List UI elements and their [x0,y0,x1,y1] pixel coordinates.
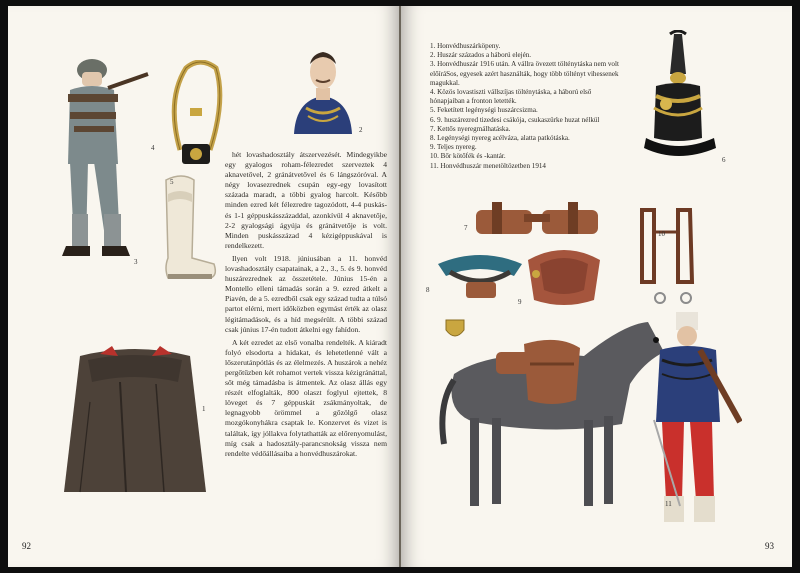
figure-number-3: 3 [134,258,138,266]
page-number-left: 92 [22,541,31,551]
figure-number-2: 2 [359,126,363,134]
legend-item: 7. Kettős nyeregmálhatáska. [430,124,511,133]
figure-number-4: 4 [151,144,155,152]
figure-number-8: 8 [426,286,430,294]
figure-number-7: 7 [464,224,468,232]
body-paragraph: hét lovashadosztály átszervezését. Mindegyikbe egy gyalogos roham-félezredet szerveztek 4 aknavetővel, 2 gránátvetővel és 6 lángszóróval. A négy lovasezrednek csupán egy-egy lovasított százada maradt, a többi gyalog harcolt. Később minden ezred két félezredre tagozódott, 4-4 puskás- és 1-1 géppuskásszázaddal, azonkívül 4 aknavetője, 2-2 gyalogsági ágyúja és gránátvetője is volt. Minden puskásszázad 4 kézigéppuskával is rendelkezett. [225,150,387,250]
legend-item: 8. Legénységi nyereg acélváza, alatta patkótáska. [430,134,570,143]
legend-item: 3. Honvédhuszár 1916 után. A vállra övezett tölténytáska nem volt előíráSos, egyesek azért használták, hogy több töltényt vihessenek magukkal. [430,60,619,87]
legend-item: 5. Feketített legénységi huszárcsizma. [430,106,538,115]
figure-number-1: 1 [202,405,206,413]
right-page [400,6,792,567]
illustration-bridle [634,202,714,312]
book-spread [8,6,792,567]
figure-number-5: 5 [170,178,174,186]
book-gutter [399,6,401,567]
illustration-full-saddle [522,240,606,310]
legend-item: 11. Honvédhuszár menetöltözetben 1914 [430,161,546,170]
legend-item: 6. 9. huszárezred tizedesi csákója, csukaszürke huzat nélkül [430,115,600,124]
illustration-hussar-boot [158,172,220,284]
illustration-hussar-captain-portrait [288,42,358,134]
illustration-saddle-bags [472,196,602,240]
illustration-cartridge-pouch [160,60,230,170]
illustration-hussar-greatcoat [60,342,210,498]
illustration-saddle-frame [430,242,530,302]
figure-number-10: 10 [658,230,665,238]
figure-legend [430,42,620,171]
page-number-right: 93 [765,541,774,551]
legend-item: 2. Huszár százados a háború elején. [430,51,532,60]
illustration-hussar-1916-soldier [48,54,156,280]
left-page [8,6,400,567]
body-paragraph: A két ezredet az első vonalba rendelték. A kiáradt folyó elsodorta a hidakat, és lehetetlenné vált a lőszerutánpótlás és az élelmezés. A huszárok a nehéz pergőtűzben két rohamot vertek vissza kézigránáttal, sőt még támadásba is átmentek. Az olasz állás egy részét elfoglalták, 800 olaszt foglyul ejtettek, 8 löveget és 7 géppuskát zsákmányoltak, de legnagyobb örömmel a gőzölgő olasz mozgókonyhákra csaptak le. Konzervet és vizet is találtak, így jóllakva folytathatták az előrenyomulást, míg csak a hadosztály-parancsnokság vissza nem rendelte védőállásaiba a honvédhuszárokat. [225,337,387,458]
body-text-column [225,150,387,459]
legend-item: 9. Teljes nyereg. [430,143,477,152]
figure-number-6: 6 [722,156,726,164]
illustration-hussar-1914 [632,310,742,532]
legend-item: 10. Bőr kötőfék és -kantár. [430,152,506,161]
body-paragraph: Ilyen volt 1918. júniusában a 11. honvéd lovashadosztály csapatainak, a 2., 3., 5. és 9. honvéd huszárezrednek az összetétele. Június 15-én a Montello elleni támadás során a 9. ezred átkelt a Piavén, de a 5. ezredből csak egy század tudta a túlsó partot elérni, mert időközben egymást érték az olasz légitámadások, és a híd megsérült. A többi század csak június 17-én tudott átkelni egy fahídon. [225,253,387,334]
legend-item: 1. Honvédhuszárköpeny. [430,42,501,50]
legend-item: 4. Közös lovastiszti vállszíjas tölténytáska, a háború első hónapjaiban a fronton letették. [430,88,592,106]
figure-number-9: 9 [518,298,522,306]
illustration-shako [632,30,722,176]
figure-number-11: 11 [665,500,672,508]
